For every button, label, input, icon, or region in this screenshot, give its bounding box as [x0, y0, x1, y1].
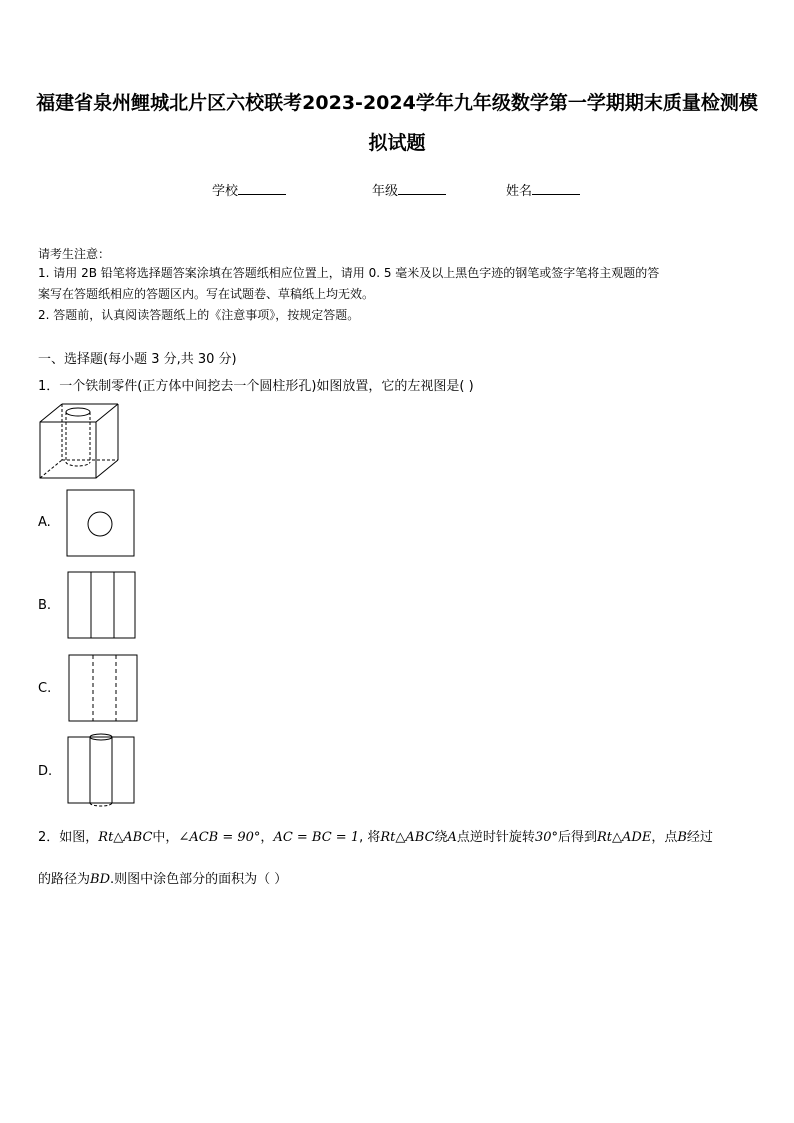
q2-part7: 后得到 [557, 830, 597, 845]
question-2-line2 [38, 868, 287, 887]
q2-part2: 中， [152, 830, 179, 845]
school-field [212, 180, 286, 199]
grade-blank [398, 181, 446, 195]
q2-point-b: B [677, 830, 687, 845]
notice-line2: 案写在答题纸相应的答题区内。写在试题卷、草稿纸上均无效。 [38, 287, 375, 301]
section-title: 一、选择题(每小题 3 分,共 30 分) [38, 352, 237, 367]
school-label: 学校 [212, 184, 239, 199]
question-2-line1 [38, 826, 713, 845]
cube-figure [38, 400, 124, 482]
q2-point-a: A [447, 830, 457, 845]
option-c-figure [66, 654, 140, 724]
q2-part8: ，点 [651, 830, 678, 845]
option-d-figure [66, 733, 138, 809]
name-field [506, 180, 580, 199]
q2-part5: 绕 [434, 830, 448, 845]
option-a-figure [66, 489, 136, 559]
notice-heading: 请考生注意： [38, 247, 111, 261]
q2-part4: , 将 [359, 830, 381, 845]
question-1-text: 1．一个铁制零件(正方体中间挖去一个圆柱形孔)如图放置，它的左视图是( ) [38, 379, 474, 394]
notice-line1: 1. 请用 2B 铅笔将选择题答案涂填在答题纸相应位置上，请用 0. 5 毫米及以上黑色字迹的钢笔或签字笔将主观题的答 [38, 266, 660, 280]
option-b-figure [66, 571, 138, 641]
grade-field [372, 180, 446, 199]
option-b-label: B. [38, 598, 52, 613]
page-title-line2: 拟试题 [368, 132, 426, 154]
grade-label: 年级 [372, 184, 399, 199]
name-label: 姓名 [506, 184, 533, 199]
q2-degree: 30° [534, 830, 558, 845]
option-d-label: D. [38, 764, 53, 779]
notice-line3: 2. 答题前，认真阅读答题纸上的《注意事项》，按规定答题。 [38, 308, 360, 322]
q2-bd: BD [90, 872, 110, 887]
q2-line2a: 的路径为 [38, 872, 91, 887]
q2-part9: 经过 [686, 830, 713, 845]
q2-part3: ， [260, 830, 274, 845]
page-title-line1: 福建省泉州鲤城北片区六校联考2023-2024学年九年级数学第一学期期末质量检测模 [36, 92, 758, 114]
q2-part6: 点逆时针旋转 [456, 830, 535, 845]
q2-rt-abc-2: Rt△ABC [380, 830, 435, 845]
name-blank [532, 181, 580, 195]
option-a-label: A. [38, 515, 51, 530]
q2-angle: ∠ACB = 90° [178, 830, 261, 845]
q2-rt-abc: Rt△ABC [98, 830, 153, 845]
q2-part1: 2．如图， [38, 830, 99, 845]
school-blank [238, 181, 286, 195]
option-c-label: C. [38, 681, 52, 696]
q2-rt-ade: Rt△ADE [597, 830, 652, 845]
q2-line2b: .则图中涂色部分的面积为（ ） [110, 872, 288, 887]
q2-equation: AC = BC = 1 [273, 830, 360, 845]
